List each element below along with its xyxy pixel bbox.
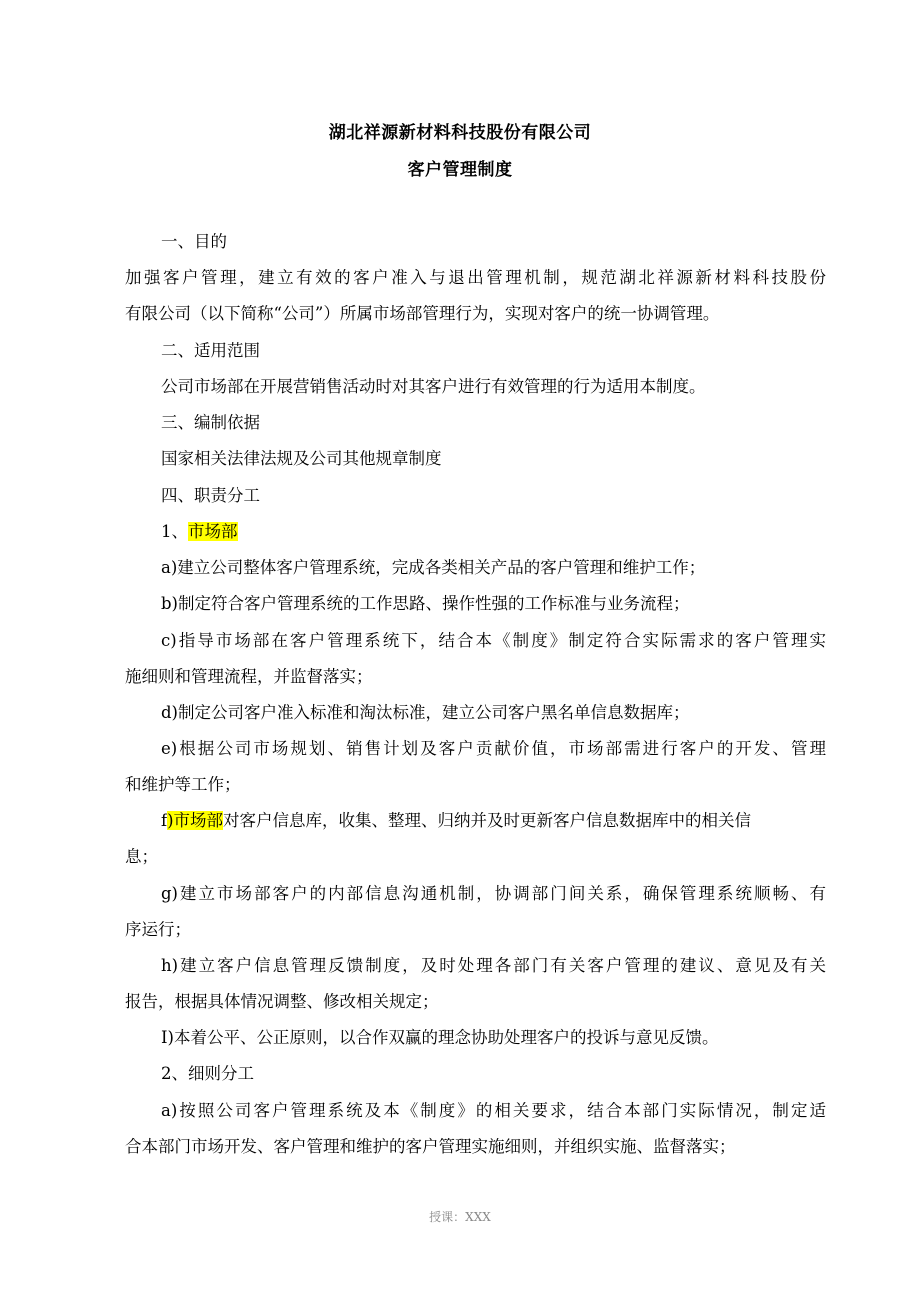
subsection-market-dept xyxy=(161,518,238,542)
duty-item-e-line2: 和维护等工作； xyxy=(125,775,241,794)
page-footer: 授课：XXX xyxy=(429,1210,491,1224)
duty-item-i: I)本着公平、公正原则，以合作双赢的理念协助处理客户的投诉与意见反馈。 xyxy=(161,1028,719,1047)
highlighted-market-dept-f: )市场部 xyxy=(167,811,224,830)
section-heading-basis: 三、编制依据 xyxy=(161,413,260,432)
duty-item-c-line2: 施细则和管理流程，并监督落实； xyxy=(125,667,373,686)
section-heading-scope: 二、适用范围 xyxy=(161,341,260,360)
purpose-paragraph-line1: 加强客户管理，建立有效的客户准入与退出管理机制，规范湖北祥源新材料科技股份 xyxy=(125,268,826,287)
detail-item-a-line2: 合本部门市场开发、客户管理和维护的客户管理实施细则，并组织实施、监督落实； xyxy=(125,1137,736,1156)
detail-item-a-line1: a)按照公司客户管理系统及本《制度》的相关要求，结合本部门实际情况，制定适 xyxy=(161,1101,826,1120)
duty-item-f-line1 xyxy=(161,807,751,831)
scope-paragraph: 公司市场部在开展营销售活动时对其客户进行有效管理的行为适用本制度。 xyxy=(161,377,706,396)
item-letter-f: f xyxy=(161,811,168,830)
highlighted-market-dept: 市场部 xyxy=(188,522,238,541)
basis-paragraph: 国家相关法律法规及公司其他规章制度 xyxy=(161,449,442,468)
document-title: 客户管理制度 xyxy=(407,160,513,180)
duty-item-h-line2: 报告，根据具体情况调整、修改相关规定； xyxy=(125,992,439,1011)
duty-item-c-line1: c)指导市场部在客户管理系统下，结合本《制度》制定符合实际需求的客户管理实 xyxy=(161,631,826,650)
duty-item-g-line2: 序运行； xyxy=(125,920,191,939)
duty-item-a: a)建立公司整体客户管理系统，完成各类相关产品的客户管理和维护工作； xyxy=(161,558,706,577)
duty-item-f-line2: 息； xyxy=(125,847,158,866)
duty-item-g-line1: g)建立市场部客户的内部信息沟通机制，协调部门间关系，确保管理系统顺畅、有 xyxy=(161,884,826,903)
company-title: 湖北祥源新材料科技股份有限公司 xyxy=(328,123,592,143)
section-heading-duties: 四、职责分工 xyxy=(161,486,260,505)
duty-item-b: b)制定符合客户管理系统的工作思路、操作性强的工作标准与业务流程； xyxy=(161,594,690,613)
item-f-text: 对客户信息库，收集、整理、归纳并及时更新客户信息数据库中的相关信 xyxy=(223,811,752,830)
section-heading-purpose: 一、目的 xyxy=(161,232,227,251)
subsection-number: 1、 xyxy=(161,522,188,541)
purpose-paragraph-line2: 有限公司（以下简称“公司”）所属市场部管理行为，实现对客户的统一协调管理。 xyxy=(125,304,720,323)
duty-item-d: d)制定公司客户准入标准和淘汰标准，建立公司客户黑名单信息数据库； xyxy=(161,703,690,722)
subsection-detailed-duties: 2、细则分工 xyxy=(161,1064,254,1083)
duty-item-h-line1: h)建立客户信息管理反馈制度，及时处理各部门有关客户管理的建议、意见及有关 xyxy=(161,956,826,975)
duty-item-e-line1: e)根据公司市场规划、销售计划及客户贡献价值，市场部需进行客户的开发、管理 xyxy=(161,739,826,758)
